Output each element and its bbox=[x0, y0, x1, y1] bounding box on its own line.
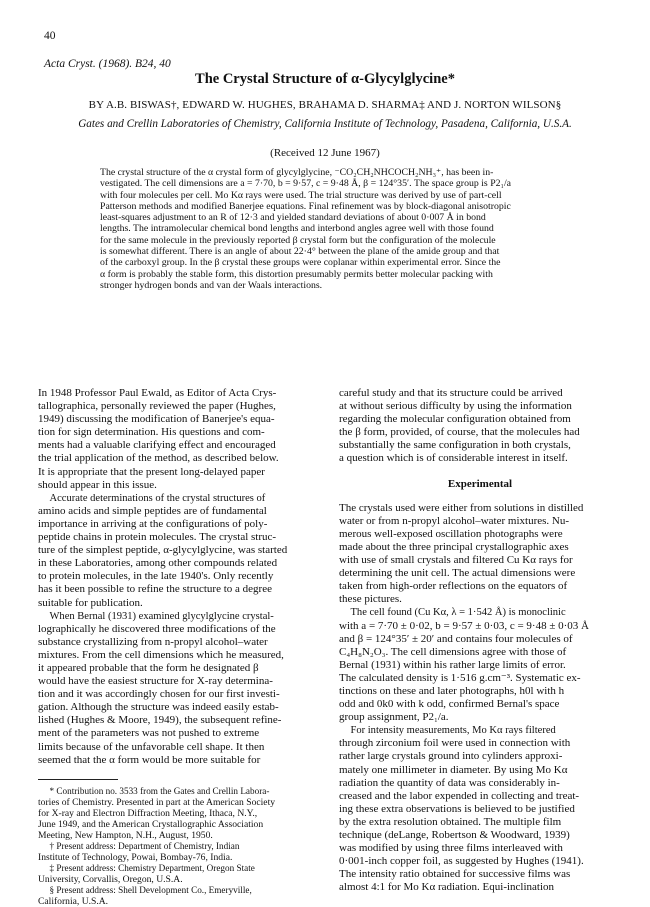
text-line: 1949) discussing the modification of Banerjee's equa- bbox=[38, 413, 275, 426]
text-line: It is appropriate that the present long-delayed paper bbox=[38, 465, 265, 478]
text-line: with a = 7·70 ± 0·02, b = 9·57 ± 0·03, c = 9·48 ± 0·03 Å bbox=[339, 619, 589, 632]
footnotes bbox=[38, 786, 320, 907]
text-line: The cell found (Cu Kα, λ = 1·542 Å) is monoclinic bbox=[350, 606, 566, 619]
affiliation: Gates and Crellin Laboratories of Chemistry, California Institute of Technology, Pasadena, California, U.S.A. bbox=[78, 118, 572, 130]
text-line: For intensity measurements, Mo Kα rays filtered bbox=[350, 724, 556, 737]
text-line: tion for sign determination. His questions and com- bbox=[38, 426, 265, 439]
text-line: † Present address: Department of Chemistry, Indian bbox=[49, 840, 240, 852]
text-line: C₄H₈N₂O₃. The cell dimensions agree with those of bbox=[339, 645, 567, 658]
text-line: gation. Although the structure was indeed easily estab- bbox=[38, 701, 279, 714]
text-line: careful study and that its structure could be arrived bbox=[339, 387, 563, 399]
text-line: tories of Chemistry. Presented in part at the American Society bbox=[38, 796, 276, 808]
body-paragraph bbox=[38, 610, 320, 767]
text-line: lished (Hughes & Moore, 1949), the subsequent refine- bbox=[38, 714, 282, 727]
text-line: peptide chains in protein molecules. The crystal struc- bbox=[38, 531, 277, 544]
text-line: by the extra resolution obtained. The multiple film bbox=[339, 815, 562, 828]
text-line: with use of small crystals and filtered Cu Kα rays for bbox=[339, 554, 573, 567]
text-line: was modified by using three films interleaved with bbox=[339, 842, 563, 855]
text-line: for X-ray and Electron Diffraction Meeting, Ithaca, N.Y., bbox=[38, 807, 258, 819]
section-heading-experimental: Experimental bbox=[447, 477, 513, 490]
text-line: water or from n-propyl alcohol–water mixtures. Nu- bbox=[339, 514, 570, 527]
text-line: the trial application of the method, as described below. bbox=[38, 452, 279, 465]
text-line: these pictures. bbox=[339, 593, 402, 606]
text-line: Meeting, New Hampton, N.H., August, 1950. bbox=[38, 829, 213, 841]
text-line: Accurate determinations of the crystal structures of bbox=[49, 491, 266, 504]
text-line: substance crystallizing from n-propyl alcohol–water bbox=[38, 635, 268, 648]
text-line: * Contribution no. 3533 from the Gates and Crellin Labora- bbox=[49, 785, 270, 797]
text-line: of the carboxyl group. In the β crystal these groups were coplanar within experimental error. Since the bbox=[100, 257, 501, 269]
body-paragraph bbox=[339, 502, 621, 607]
author-list: BY A.B. BISWAS†, EDWARD W. HUGHES, BRAHAMA D. SHARMA‡ AND J. NORTON WILSON§ bbox=[88, 99, 562, 111]
text-line: mately one millimeter in diameter. By using Mo Kα bbox=[339, 763, 568, 776]
body-paragraph bbox=[339, 387, 621, 466]
text-line: § Present address: Shell Development Co., Emeryville, bbox=[49, 884, 252, 896]
body-paragraph bbox=[339, 606, 621, 724]
text-line: University, Corvallis, Oregon, U.S.A. bbox=[38, 873, 183, 885]
text-line: determining the unit cell. The actual dimensions were bbox=[339, 567, 576, 580]
text-line: tion and it was accordingly chosen for our first investi- bbox=[38, 688, 280, 701]
text-line: with four molecules per cell. Mo Kα rays were used. The trial structure was derived by use of part-cell bbox=[100, 189, 502, 201]
text-line: 0·001-inch copper foil, as suggested by Hughes (1941). bbox=[339, 855, 584, 868]
text-line: stronger hydrogen bonds and van der Waals interactions. bbox=[100, 279, 323, 291]
body-paragraph bbox=[339, 724, 621, 894]
text-line: Patterson methods and modified Banerjee equations. Final refinement was by block-diagonal anisotropic bbox=[100, 200, 511, 212]
text-line: Institute of Technology, Powai, Bombay-76, India. bbox=[38, 851, 233, 863]
text-line: The calculated density is 1·516 g.cm⁻³. Systematic ex- bbox=[339, 671, 581, 684]
text-line: regarding the molecular configuration obtained from bbox=[339, 413, 571, 426]
text-line: lengths. The intramolecular chemical bond lengths and interbond angles agree well with those found bbox=[100, 223, 494, 235]
text-line: Bernal (1931) within his rather large limits of error. bbox=[339, 658, 566, 671]
text-line: substantially the same configuration in both crystals, bbox=[339, 439, 571, 452]
text-line: technique (deLange, Robertson & Woodward, 1939) bbox=[339, 829, 570, 841]
text-line: group assignment, P2₁/a. bbox=[339, 711, 449, 724]
body-paragraph bbox=[38, 492, 320, 610]
text-line: in these Laboratories, among other compounds related bbox=[38, 557, 278, 570]
abstract bbox=[100, 167, 620, 291]
text-line: merous well-exposed oscillation photographs were bbox=[339, 527, 563, 540]
text-line: ture of the simplest peptide, α-glycylglycine, was started bbox=[38, 544, 288, 557]
text-line: limits because of the unfavorable cell shape. It then bbox=[38, 740, 265, 753]
footnote-divider bbox=[38, 779, 118, 780]
text-line: In 1948 Professor Paul Ewald, as Editor of Acta Crys- bbox=[38, 387, 277, 399]
text-line: taken from high-order reflections on the equators of bbox=[339, 580, 568, 593]
text-line: almost 4:1 for Mo Kα radiation. Equi-inclination bbox=[339, 881, 555, 894]
text-line: seemed that the α form would be more suitable for bbox=[38, 753, 261, 766]
text-line: suitable for publication. bbox=[38, 596, 143, 609]
text-line: through zirconium foil were used in connection with bbox=[339, 737, 571, 750]
text-line: lographically he discovered three modifications of the bbox=[38, 622, 276, 635]
text-line: α form is probably the stable form, this distortion presumably permits better molecular packing with bbox=[100, 268, 493, 280]
text-line: amino acids and simple peptides are of fundamental bbox=[38, 504, 267, 517]
text-line: ‡ Present address: Chemistry Department, Oregon State bbox=[49, 862, 255, 874]
text-line: radiation the quantity of data was considerably in- bbox=[339, 776, 560, 789]
intro-paragraph bbox=[38, 387, 320, 492]
text-line: it appeared probable that the form he designated β bbox=[38, 661, 259, 674]
text-line: When Bernal (1931) examined glycylglycine crystal- bbox=[49, 609, 274, 622]
text-line: California, U.S.A. bbox=[38, 895, 109, 907]
text-line: vestigated. The cell dimensions are a = 7·70, b = 9·57, c = 9·48 Å, β = 124°35′. The space group is P2₁/a bbox=[100, 178, 512, 190]
received-date: (Received 12 June 1967) bbox=[270, 147, 380, 159]
text-line: ing these extra observations is believed to be justified bbox=[339, 802, 575, 815]
article-title: The Crystal Structure of α-Glycylglycine* bbox=[195, 71, 455, 87]
journal-reference: Acta Cryst. (1968). B24, 40 bbox=[44, 58, 171, 70]
text-line: least-squares adjustment to an R of 12·3 and yielded standard deviations of about 0·007 Å in bond bbox=[100, 212, 486, 224]
text-line: ments had a valuable clarifying effect and encouraged bbox=[38, 439, 276, 452]
text-line: June 1949, and the American Crystallographic Association bbox=[38, 818, 264, 830]
text-line: for the same molecule in the previously reported β crystal form but the configuration of the molecule bbox=[100, 234, 496, 246]
text-line: ment of the parameters was not pushed to extreme bbox=[38, 727, 260, 740]
text-line: a question which is of considerable interest in itself. bbox=[339, 452, 568, 465]
text-line: tallographica, personally reviewed the paper (Hughes, bbox=[38, 400, 276, 413]
text-line: tinctions on these and later photographs, h0l with h bbox=[339, 684, 565, 697]
text-line: rather large crystals ground into cylinders approxi- bbox=[339, 750, 563, 763]
text-line: has it been possible to refine the structure to a degree bbox=[38, 583, 272, 596]
text-line: The crystals used were either from solutions in distilled bbox=[339, 501, 584, 514]
text-line: is somewhat different. There is an angle of about 22·4° between the plane of the amide group and that bbox=[100, 246, 500, 258]
text-line: odd and 0k0 with k odd, confirmed Bernal's space bbox=[339, 698, 560, 711]
text-line: should appear in this issue. bbox=[38, 478, 157, 491]
right-column bbox=[339, 387, 621, 894]
text-line: The intensity ratio obtained for successive films was bbox=[339, 868, 571, 881]
text-line: importance in arriving at the configurations of poly- bbox=[38, 517, 268, 530]
text-line: to protein molecules, in the late 1940's. Only recently bbox=[38, 570, 274, 583]
text-line: at without serious difficulty by using the information bbox=[339, 400, 572, 413]
text-line: and β = 124°35′ ± 20′ and contains four molecules of bbox=[339, 632, 573, 645]
text-line: would have the easiest structure for X-ray determina- bbox=[38, 675, 273, 688]
text-line: made about the three principal crystallographic axes bbox=[339, 540, 569, 553]
text-line: the β form, provided, of course, that the molecules had bbox=[339, 426, 580, 439]
page-number: 40 bbox=[44, 30, 56, 42]
text-line: The crystal structure of the α crystal form of glycylglycine, ⁻CO₂CH₂NHCOCH₂NH₃⁺, has been in- bbox=[100, 167, 494, 178]
text-line: creased and the labor expended in collecting and treat- bbox=[339, 789, 580, 802]
text-line: mixtures. From the cell dimensions which he measured, bbox=[38, 648, 284, 661]
left-column bbox=[38, 387, 320, 907]
